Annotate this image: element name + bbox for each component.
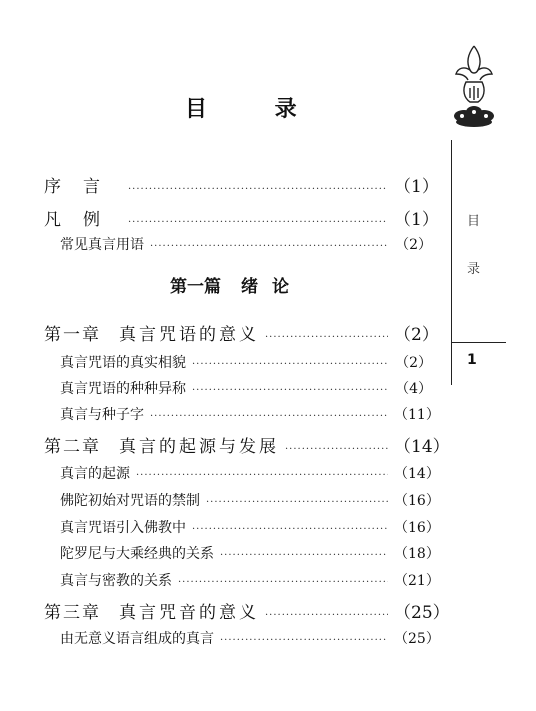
chapter-number: 第一章 [44,325,101,345]
toc-entry-chapter-3[interactable] [44,598,450,623]
toc-entry-section[interactable] [60,490,440,510]
dot-leader [128,217,388,228]
chapter-title: 真言咒语的意义 [119,325,259,345]
toc-title: 目 录 [185,96,327,122]
entry-label: 陀罗尼与大乘经典的关系 [60,546,214,562]
chapter-title: 真言的起源与发展 [119,437,279,457]
entry-page-number: （25） [394,631,440,647]
toc-entry-preface[interactable] [44,172,439,197]
dot-leader [192,359,388,370]
dot-leader [150,411,388,422]
entry-label: 真言的起源 [60,466,130,482]
toc-entry-section[interactable] [60,404,440,424]
part-number: 第一篇 [170,277,221,297]
toc-entry-chapter-1[interactable] [44,320,439,345]
dot-leader [192,385,388,396]
entry-page-number: （2） [395,237,432,253]
entry-page-number: （11） [394,407,440,423]
margin-section-label: 目 [467,214,481,229]
dot-leader [178,577,388,588]
margin-section-label: 录 [467,262,481,277]
entry-page-number: （1） [394,210,439,230]
entry-label: 佛陀初始对咒语的禁制 [60,493,200,509]
entry-label: 真言与种子字 [60,407,144,423]
entry-label: 真言咒语引入佛教中 [60,520,186,536]
dot-leader [285,444,388,455]
toc-entry-common-terms[interactable] [60,234,432,254]
toc-entry-section[interactable] [60,517,440,537]
chapter-label [44,432,279,457]
toc-entry-section[interactable] [60,463,440,483]
entry-page-number: （14） [394,437,450,457]
entry-label: 真言与密教的关系 [60,573,172,589]
part-heading [170,272,303,297]
entry-page-number: （18） [394,546,440,562]
entry-label: 序言 [44,177,122,197]
dot-leader [136,470,388,481]
dot-leader [220,635,388,646]
chapter-label [44,598,259,623]
toc-entry-section[interactable] [60,570,440,590]
dot-leader [265,332,388,343]
entry-page-number: （1） [394,177,439,197]
dot-leader [128,184,388,195]
toc-entry-conventions[interactable] [44,205,439,230]
entry-page-number: （2） [394,325,439,345]
dot-leader [206,497,388,508]
entry-page-number: （14） [394,466,440,482]
margin-vertical-rule [451,140,452,385]
chapter-title: 真言咒音的意义 [119,603,259,623]
chapter-number: 第二章 [44,437,101,457]
dot-leader [265,610,388,621]
toc-entry-section[interactable] [60,378,432,398]
entry-page-number: （16） [394,520,440,536]
entry-page-number: （21） [394,573,440,589]
part-name: 绪论 [241,277,303,297]
entry-label: 真言咒语的真实相貌 [60,355,186,371]
entry-label: 由无意义语言组成的真言 [60,631,214,647]
entry-label: 常见真言用语 [60,237,144,253]
chapter-number: 第三章 [44,603,101,623]
dot-leader [192,524,388,535]
dot-leader [150,241,388,252]
chapter-label [44,320,259,345]
folio-page-number: 1 [467,352,477,368]
margin-horizontal-rule [451,342,506,343]
toc-entry-chapter-2[interactable] [44,432,450,457]
dot-leader [220,550,388,561]
toc-entry-section[interactable] [60,352,432,372]
entry-page-number: （25） [394,603,450,623]
lotus-hand-ornament-icon [448,42,500,134]
entry-page-number: （16） [394,493,440,509]
entry-page-number: （2） [395,355,432,371]
entry-page-number: （4） [395,381,432,397]
entry-label: 真言咒语的种种异称 [60,381,186,397]
toc-entry-section[interactable] [60,628,440,648]
entry-label: 凡例 [44,210,122,230]
toc-entry-section[interactable] [60,543,440,563]
